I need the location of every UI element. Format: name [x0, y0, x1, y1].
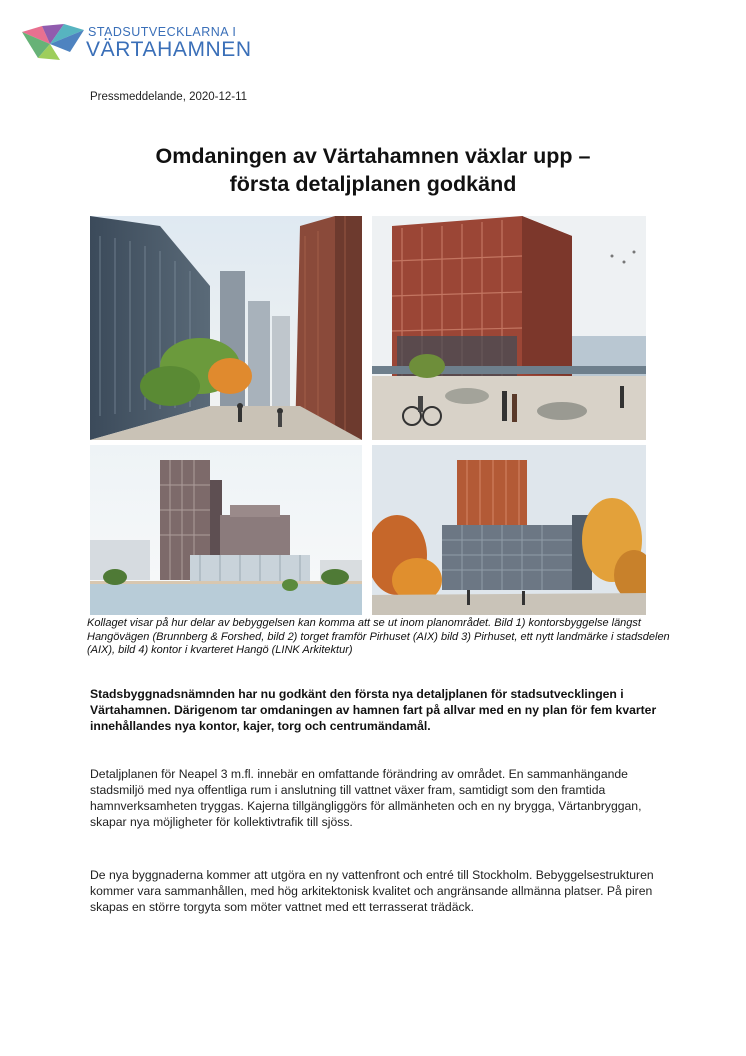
- collage-image-2: [372, 216, 646, 440]
- brand-logo: [20, 22, 260, 66]
- brand-mark-icon: [20, 22, 86, 62]
- collage-image-4: [372, 445, 646, 615]
- brand-line-1: STADSUTVECKLARNA I: [88, 25, 237, 39]
- collage-image-1: [90, 216, 362, 440]
- rendering-collage: [90, 216, 646, 615]
- article-title: [60, 142, 686, 198]
- title-line-1: Omdaningen av Värtahamnen växlar upp –: [155, 144, 591, 168]
- collage-image-3: [90, 445, 362, 615]
- article-paragraph-2: De nya byggnaderna kommer att utgöra en ny vattenfront och entré till Stockholm. Bebyggelsestrukturen kommer vara sammanhållen, med hög arkitektonisk kvalitet och angränsande allmänna platser. På piren skapas en större torgyta som möter vattnet med ett terrasserat trädäck.: [90, 868, 654, 914]
- article-paragraph-1: Detaljplanen för Neapel 3 m.fl. innebär en omfattande förändring av området. En sammanhängande stadsmiljö med nya offentliga rum i anslutning till vattnet växer fram, samtidigt som den framtida hamnverksamheten tryggas. Kajerna tillgängliggörs för allmänheten och en ny brygga, Värtanbryggan, skapar nya möjligheter för kollektivtrafik till sjöss.: [90, 767, 642, 829]
- brand-line-2: VÄRTAHAMNEN: [86, 38, 252, 61]
- title-line-2: första detaljplanen godkänd: [229, 172, 517, 196]
- article-lead: Stadsbyggnadsnämnden har nu godkänt den första nya detaljplanen för stadsutvecklingen i Värtahamnen. Därigenom tar omdaningen av hamnen fart på allvar med en ny plan för fem kvarter innehållandes nya kontor, kajer, torg och centrumändamål.: [90, 687, 657, 733]
- press-release-dateline: Pressmeddelande, 2020-12-11: [90, 91, 248, 103]
- collage-caption: Kollaget visar på hur delar av bebyggelsen kan komma att se ut inom planområdet. Bild 1) kontorsbyggelse längst Hangövägen (Brunnberg & Forshed, bild 2) torget framför Pirhuset (AIX) bild 3) Pirhuset, ett nytt landmärke i stadsdelen (AIX), bild 4) kontor i kvarteret Hangö (LINK Arkitektur): [87, 617, 670, 656]
